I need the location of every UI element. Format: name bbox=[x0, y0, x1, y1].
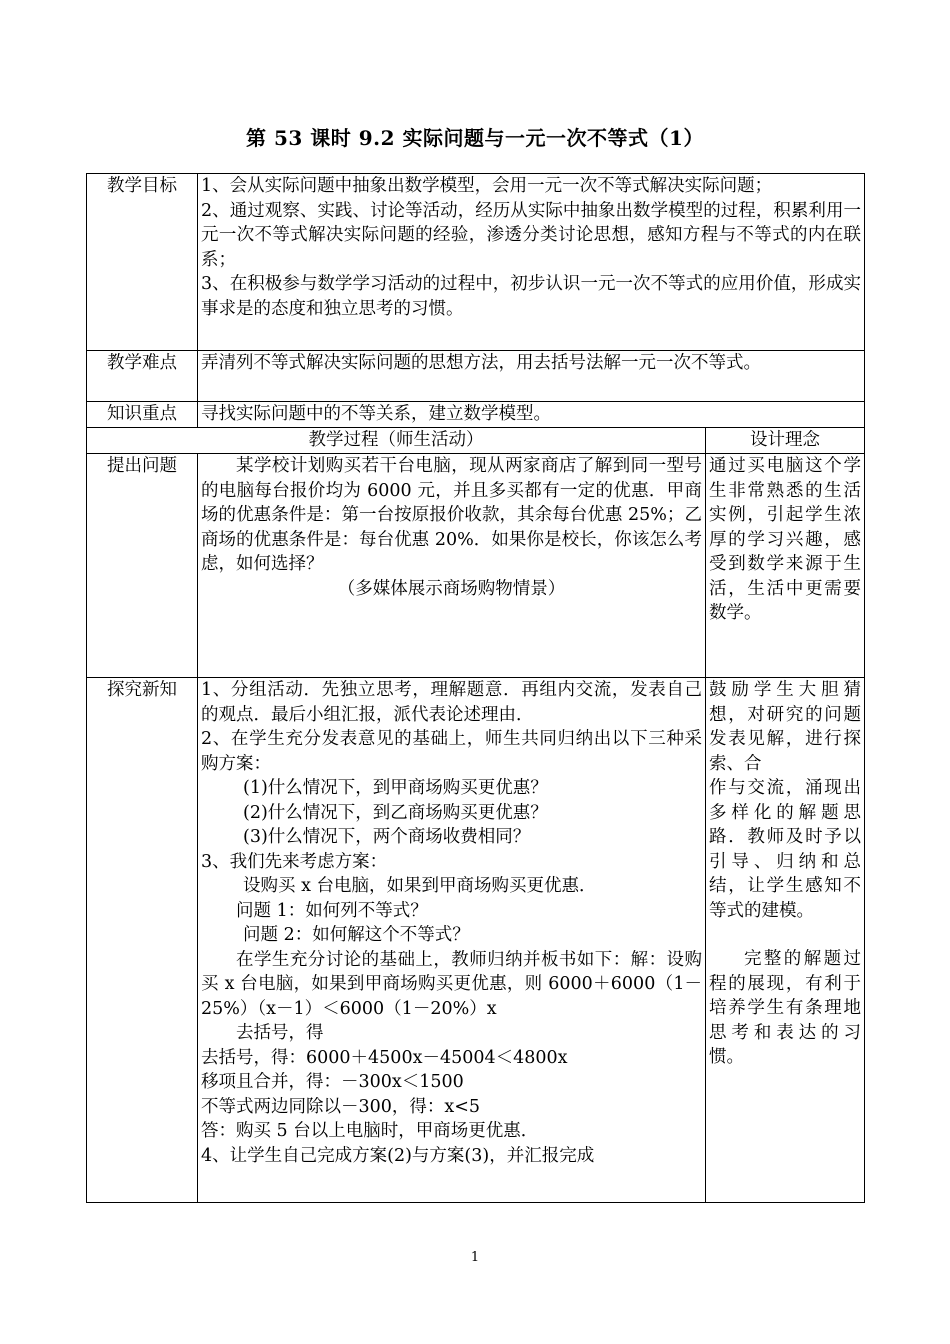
explore-line-5: (3)什么情况下，两个商场收费相同？ bbox=[243, 827, 531, 847]
explore-line-7: 设购买 x 台电脑，如果到甲商场购买更优惠． bbox=[243, 876, 597, 896]
focus-row bbox=[87, 402, 865, 428]
explore-content bbox=[198, 678, 706, 1203]
difficulty-row bbox=[87, 351, 865, 402]
difficulty-text: 弄清列不等式解决实际问题的思想方法，用去括号法解一元一次不等式。 bbox=[198, 351, 865, 402]
explore-label: 探究新知 bbox=[87, 678, 198, 1203]
problem-content bbox=[198, 454, 706, 678]
lesson-plan-table bbox=[86, 173, 865, 1203]
explore-design-3: 完整的解题过程的展现，有利于培养学生有条理地思考和表达的习惯。 bbox=[709, 949, 862, 1067]
design-header: 设计理念 bbox=[706, 428, 865, 454]
goal-item-2: 2、通过观察、实践、讨论等活动，经历从实际中抽象出数学模型的过程，积累利用一元一次不等式解决实际问题的经验，渗透分类讨论思想，感知方程与不等式的内在联系； bbox=[201, 200, 862, 270]
focus-label: 知识重点 bbox=[87, 402, 198, 428]
goals-label: 教学目标 bbox=[87, 174, 198, 351]
focus-text: 寻找实际问题中的不等关系，建立数学模型。 bbox=[198, 402, 865, 428]
problem-row bbox=[87, 454, 865, 678]
explore-line-6: 3、我们先来考虑方案： bbox=[201, 851, 388, 872]
explore-line-14: 不等式两边同除以－300，得：x<5 bbox=[201, 1096, 481, 1117]
explore-design-1: 鼓励学生大胆猜想，对研究的问题发表见解，进行探索、合 bbox=[709, 680, 862, 774]
explore-line-13: 移项且合并，得：－300x＜1500 bbox=[201, 1072, 464, 1092]
explore-line-15: 答：购买 5 台以上电脑时，甲商场更优惠． bbox=[201, 1121, 539, 1141]
page-title: 第 53 课时 9.2 实际问题与一元一次不等式（1） bbox=[246, 126, 704, 150]
problem-design: 通过买电脑这个学生非常熟悉的生活实例，引起学生浓厚的学习兴趣，感受到数学来源于生活，生活中更需要数学。 bbox=[706, 454, 865, 678]
explore-line-2: 2、在学生充分发表意见的基础上，师生共同归纳出以下三种采购方案： bbox=[201, 729, 702, 774]
page-number: 1 bbox=[470, 1250, 480, 1265]
explore-line-3: (1)什么情况下，到甲商场购买更优惠？ bbox=[243, 778, 548, 798]
goal-item-3: 3、在积极参与数学学习活动的过程中，初步认识一元一次不等式的应用价值，形成实事求是的态度和独立思考的习惯。 bbox=[201, 274, 862, 319]
problem-text: 某学校计划购买若干台电脑，现从两家商店了解到同一型号的电脑每台报价均为 6000 元，并且多买都有一定的优惠．甲商场的优惠条件是：第一台按原报价收款，其余每台优惠 25%；乙商场的优惠条件是：每台优惠 20%．如果你是校长，你该怎么考虑，如何选择？ bbox=[201, 456, 702, 574]
explore-line-16: 4、让学生自己完成方案(2)与方案(3)，并汇报完成 bbox=[201, 1145, 595, 1166]
explore-line-1: 1、分组活动．先独立思考，理解题意．再组内交流，发表自己的观点．最后小组汇报，派代表论述理由． bbox=[201, 680, 702, 725]
explore-row bbox=[87, 678, 865, 1203]
problem-label: 提出问题 bbox=[87, 454, 198, 678]
goals-row bbox=[87, 174, 865, 351]
header-row bbox=[87, 428, 865, 454]
explore-line-4: (2)什么情况下，到乙商场购买更优惠？ bbox=[243, 802, 548, 823]
explore-line-10: 在学生充分讨论的基础上，教师归纳并板书如下：解：设购买 x 台电脑，如果到甲商场购买更优惠，则 6000＋6000（1－25%）（x－1）＜6000（1－20%）x bbox=[201, 949, 702, 1019]
explore-line-9: 问题 2：如何解这个不等式？ bbox=[243, 925, 470, 945]
explore-design bbox=[706, 678, 865, 1203]
goal-item-1: 1、会从实际问题中抽象出数学模型，会用一元一次不等式解决实际问题； bbox=[201, 176, 773, 196]
process-header: 教学过程（师生活动） bbox=[87, 428, 706, 454]
difficulty-label: 教学难点 bbox=[87, 351, 198, 402]
explore-line-11: 去括号，得 bbox=[236, 1023, 324, 1043]
explore-line-12: 去括号，得：6000＋4500x－45004＜4800x bbox=[201, 1047, 568, 1068]
explore-line-8: 问题 1：如何列不等式？ bbox=[236, 900, 428, 921]
explore-design-2: 作与交流，涌现出多样化的解题思路．教师及时予以引导、归纳和总结，让学生感知不等式的建模。 bbox=[709, 778, 862, 921]
problem-note: （多媒体展示商场购物情景） bbox=[337, 578, 566, 599]
goals-content bbox=[198, 174, 865, 351]
